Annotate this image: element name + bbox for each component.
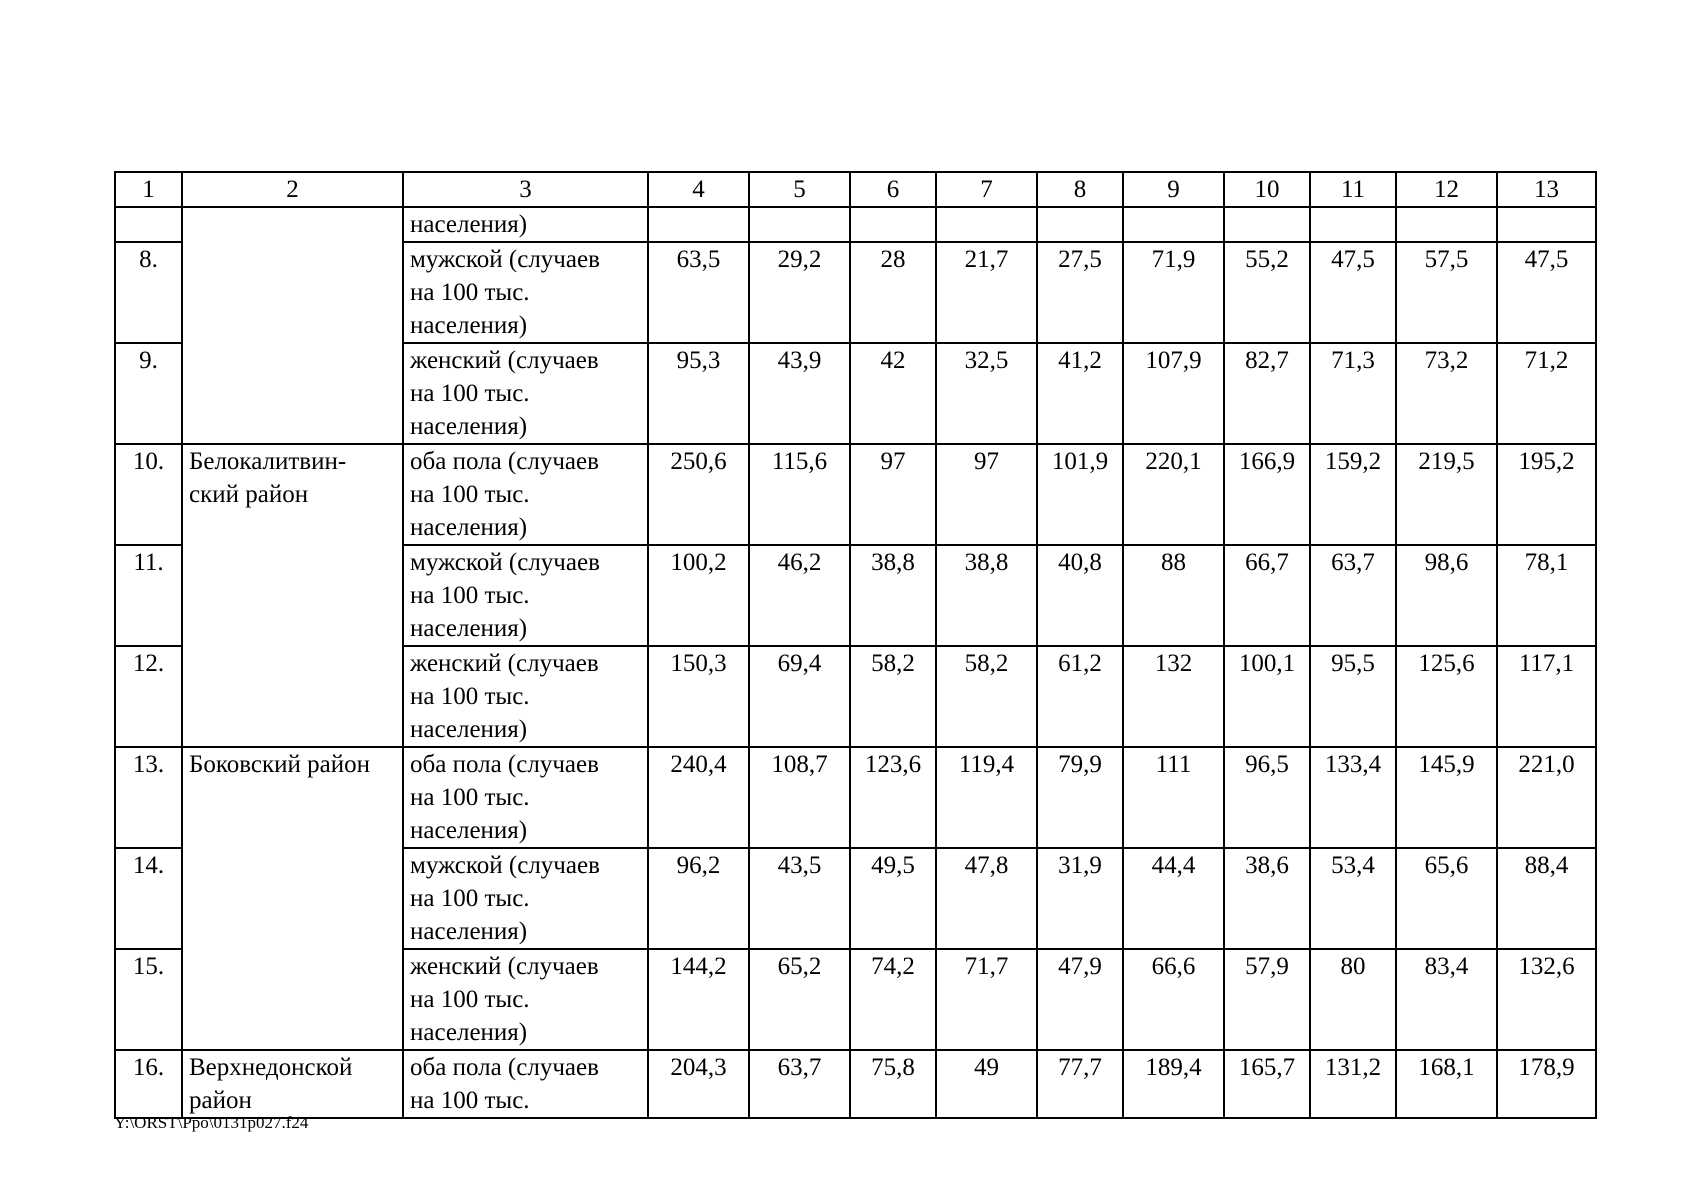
value-cell: 63,7 [1310,545,1396,646]
header-cell: 9 [1123,172,1224,207]
value-cell: 66,7 [1224,545,1310,646]
value-cell [1497,207,1596,242]
header-row [115,172,1596,207]
value-cell: 100,2 [648,545,749,646]
indicator-label: мужской (случаев на 100 тыс. населения) [410,549,600,642]
data-table [114,171,1597,1119]
indicator-cell [403,343,648,444]
value-cell [749,207,850,242]
header-cell: 8 [1037,172,1123,207]
value-cell: 55,2 [1224,242,1310,343]
value-cell: 73,2 [1396,343,1497,444]
value-cell: 71,9 [1123,242,1224,343]
table-row [115,207,1596,242]
value-cell: 42 [850,343,936,444]
value-cell: 65,2 [749,949,850,1050]
value-cell: 88 [1123,545,1224,646]
value-cell: 111 [1123,747,1224,848]
value-cell: 63,7 [749,1050,850,1118]
value-cell: 82,7 [1224,343,1310,444]
value-cell: 66,6 [1123,949,1224,1050]
value-cell: 74,2 [850,949,936,1050]
value-cell: 47,9 [1037,949,1123,1050]
value-cell: 100,1 [1224,646,1310,747]
value-cell: 32,5 [936,343,1037,444]
value-cell: 38,8 [850,545,936,646]
region-cell [182,747,403,1050]
value-cell: 97 [936,444,1037,545]
value-cell: 101,9 [1037,444,1123,545]
value-cell: 21,7 [936,242,1037,343]
header-cell: 11 [1310,172,1396,207]
value-cell: 178,9 [1497,1050,1596,1118]
indicator-label: женский (случаев на 100 тыс. населения) [410,650,599,743]
value-cell: 71,7 [936,949,1037,1050]
value-cell: 132,6 [1497,949,1596,1050]
value-cell [648,207,749,242]
value-cell: 43,9 [749,343,850,444]
file-path-footer: Y:\ORST\Ppo\0131p027.f24 [114,1113,309,1132]
value-cell: 144,2 [648,949,749,1050]
value-cell: 58,2 [850,646,936,747]
region-cell [182,207,403,444]
value-cell: 119,4 [936,747,1037,848]
value-cell: 132 [1123,646,1224,747]
value-cell: 57,5 [1396,242,1497,343]
value-cell: 71,3 [1310,343,1396,444]
value-cell: 71,2 [1497,343,1596,444]
region-cell [182,1050,403,1118]
row-number: 16. [115,1050,182,1118]
value-cell: 159,2 [1310,444,1396,545]
value-cell [1310,207,1396,242]
header-cell: 13 [1497,172,1596,207]
value-cell: 47,5 [1310,242,1396,343]
value-cell: 57,9 [1224,949,1310,1050]
header-cell: 10 [1224,172,1310,207]
value-cell: 165,7 [1224,1050,1310,1118]
value-cell: 117,1 [1497,646,1596,747]
value-cell: 219,5 [1396,444,1497,545]
value-cell: 95,3 [648,343,749,444]
row-number: 8. [115,242,182,343]
header-cell: 3 [403,172,648,207]
value-cell: 95,5 [1310,646,1396,747]
value-cell: 58,2 [936,646,1037,747]
table-row [115,1050,1596,1118]
value-cell: 240,4 [648,747,749,848]
indicator-cell [403,444,648,545]
region-name: Верхнедонской район [189,1054,353,1114]
value-cell: 98,6 [1396,545,1497,646]
value-cell: 31,9 [1037,848,1123,949]
value-cell: 28 [850,242,936,343]
indicator-cell [403,242,648,343]
region-cell [182,444,403,747]
indicator-cell [403,545,648,646]
value-cell [1123,207,1224,242]
value-cell: 115,6 [749,444,850,545]
value-cell: 40,8 [1037,545,1123,646]
row-number [115,207,182,242]
indicator-cell [403,747,648,848]
indicator-label: женский (случаев на 100 тыс. населения) [410,953,599,1046]
value-cell: 108,7 [749,747,850,848]
header-cell: 4 [648,172,749,207]
value-cell: 125,6 [1396,646,1497,747]
indicator-label: оба пола (случаев на 100 тыс. [410,1054,599,1114]
row-number: 15. [115,949,182,1050]
value-cell: 38,8 [936,545,1037,646]
indicator-label: мужской (случаев на 100 тыс. населения) [410,852,600,945]
value-cell: 204,3 [648,1050,749,1118]
value-cell: 88,4 [1497,848,1596,949]
value-cell: 220,1 [1123,444,1224,545]
indicator-cell [403,207,648,242]
value-cell: 221,0 [1497,747,1596,848]
value-cell: 46,2 [749,545,850,646]
indicator-label: оба пола (случаев на 100 тыс. населения) [410,448,599,541]
value-cell: 49 [936,1050,1037,1118]
value-cell: 189,4 [1123,1050,1224,1118]
value-cell: 96,2 [648,848,749,949]
value-cell: 44,4 [1123,848,1224,949]
value-cell: 49,5 [850,848,936,949]
value-cell: 168,1 [1396,1050,1497,1118]
row-number: 9. [115,343,182,444]
value-cell: 97 [850,444,936,545]
value-cell: 27,5 [1037,242,1123,343]
value-cell: 69,4 [749,646,850,747]
row-number: 12. [115,646,182,747]
value-cell: 150,3 [648,646,749,747]
value-cell: 96,5 [1224,747,1310,848]
value-cell: 131,2 [1310,1050,1396,1118]
header-cell: 12 [1396,172,1497,207]
value-cell: 63,5 [648,242,749,343]
value-cell: 79,9 [1037,747,1123,848]
indicator-label: населения) [410,211,528,238]
row-number: 13. [115,747,182,848]
value-cell [936,207,1037,242]
row-number: 14. [115,848,182,949]
value-cell: 53,4 [1310,848,1396,949]
value-cell: 77,7 [1037,1050,1123,1118]
value-cell: 145,9 [1396,747,1497,848]
value-cell: 75,8 [850,1050,936,1118]
value-cell: 107,9 [1123,343,1224,444]
header-cell: 2 [182,172,403,207]
value-cell [1224,207,1310,242]
row-number: 11. [115,545,182,646]
header-cell: 7 [936,172,1037,207]
indicator-cell [403,848,648,949]
table-row [115,444,1596,545]
value-cell: 43,5 [749,848,850,949]
value-cell: 47,8 [936,848,1037,949]
value-cell: 38,6 [1224,848,1310,949]
value-cell [1396,207,1497,242]
value-cell: 65,6 [1396,848,1497,949]
value-cell: 80 [1310,949,1396,1050]
indicator-cell [403,949,648,1050]
value-cell: 133,4 [1310,747,1396,848]
region-name: Белокалитвин- ский район [189,448,347,508]
indicator-cell [403,1050,648,1118]
value-cell: 83,4 [1396,949,1497,1050]
value-cell: 78,1 [1497,545,1596,646]
row-number: 10. [115,444,182,545]
value-cell: 47,5 [1497,242,1596,343]
indicator-label: мужской (случаев на 100 тыс. населения) [410,246,600,339]
header-cell: 5 [749,172,850,207]
header-cell: 1 [115,172,182,207]
indicator-label: женский (случаев на 100 тыс. населения) [410,347,599,440]
header-cell: 6 [850,172,936,207]
value-cell: 250,6 [648,444,749,545]
value-cell: 166,9 [1224,444,1310,545]
indicator-label: оба пола (случаев на 100 тыс. населения) [410,751,599,844]
value-cell: 29,2 [749,242,850,343]
value-cell [1037,207,1123,242]
value-cell: 41,2 [1037,343,1123,444]
value-cell: 123,6 [850,747,936,848]
value-cell: 195,2 [1497,444,1596,545]
value-cell [850,207,936,242]
indicator-cell [403,646,648,747]
table-row [115,747,1596,848]
value-cell: 61,2 [1037,646,1123,747]
region-name: Боковский район [189,751,370,778]
